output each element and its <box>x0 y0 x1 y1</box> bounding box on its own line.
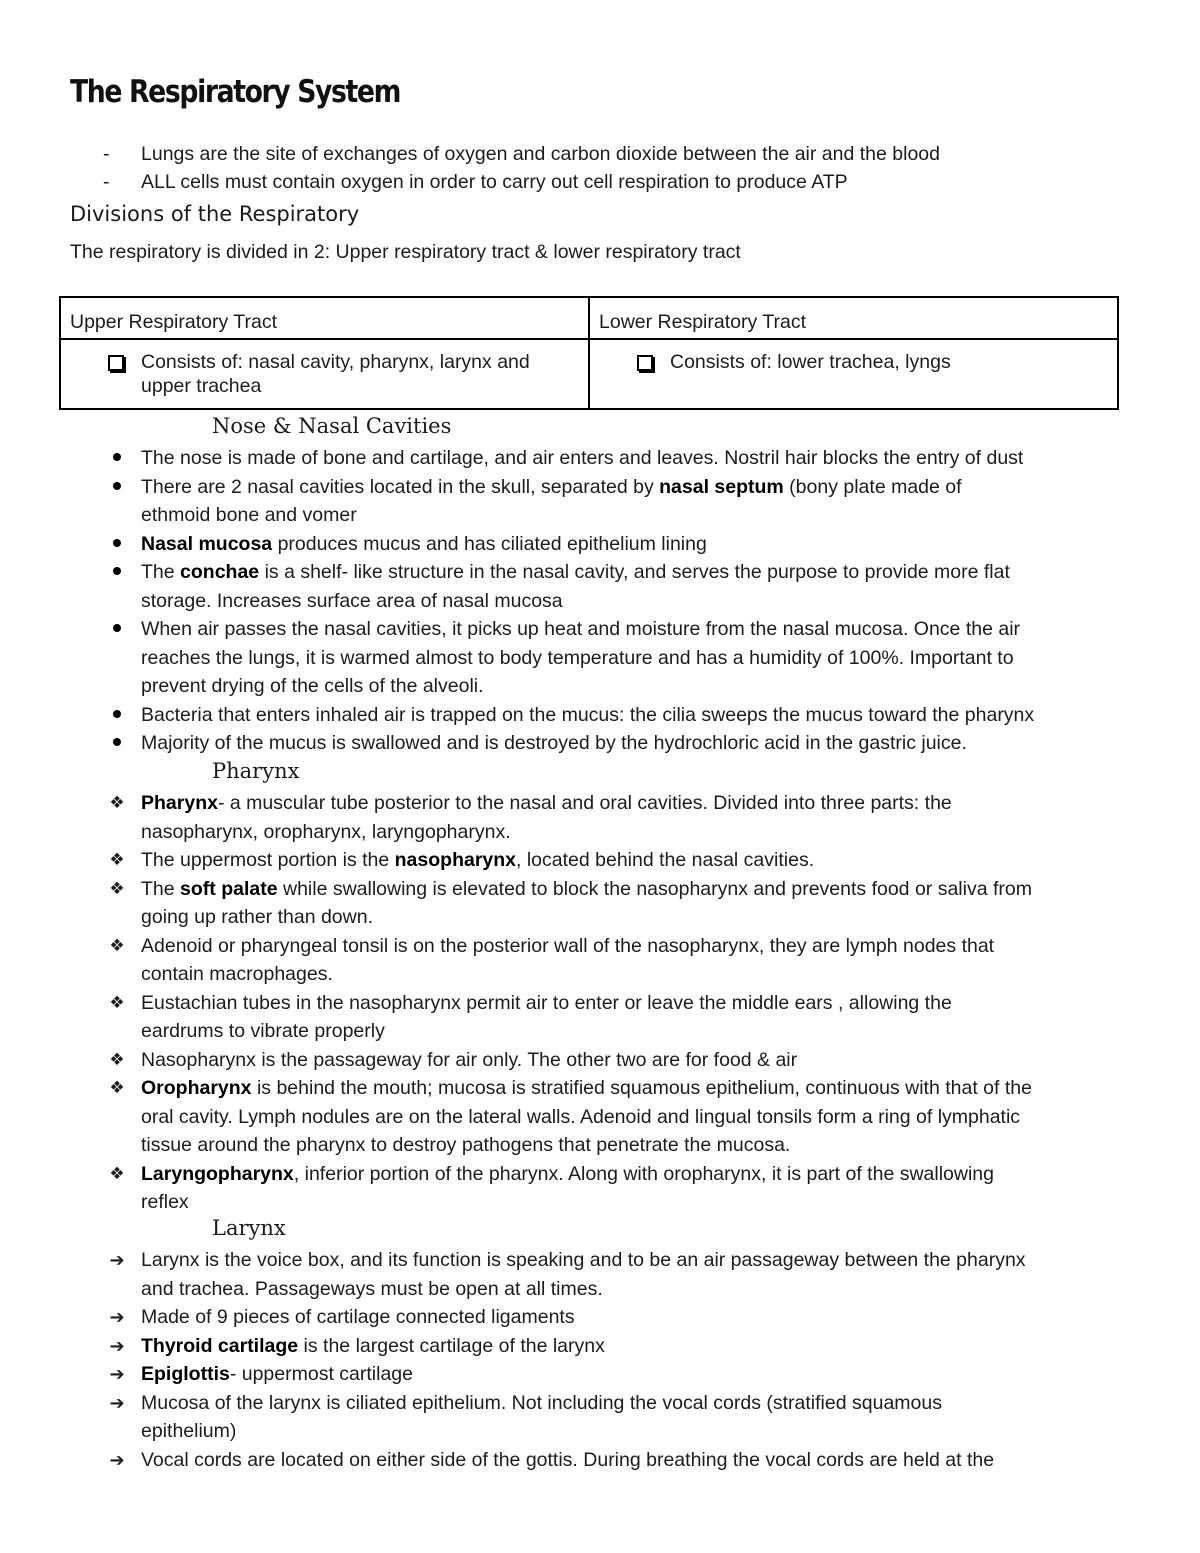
bullet-icon <box>113 539 121 547</box>
list-item: ❖ Adenoid or pharyngeal tonsil is on the posterior wall of the nasopharynx, they are lymph nodes that <box>70 932 1150 961</box>
list-item: ➔ Epiglottis- uppermost cartilage <box>70 1360 1150 1389</box>
diamond-icon: ❖ <box>109 1049 125 1069</box>
upper-tract-header: Upper Respiratory Tract <box>60 297 589 339</box>
nose-list <box>70 444 1150 758</box>
pharynx-list <box>70 789 1150 1217</box>
list-item: Nasal mucosa produces mucus and has ciliated epithelium lining <box>70 530 1150 559</box>
list-item-continuation: reflex <box>141 1191 189 1213</box>
intro-list <box>70 140 940 196</box>
list-item: ➔ Mucosa of the larynx is ciliated epithelium. Not including the vocal cords (stratified squamous <box>70 1389 1150 1418</box>
list-item: ➔ Vocal cords are located on either side of the gottis. During breathing the vocal cords are held at the <box>70 1446 1150 1475</box>
list-item: ❖ The uppermost portion is the nasopharynx, located behind the nasal cavities. <box>70 846 1150 875</box>
dash-marker: - <box>103 143 110 165</box>
list-item: Consists of: nasal cavity, pharynx, larynx and upper trachea <box>61 350 574 398</box>
list-item-continuation: oral cavity. Lymph nodules are on the lateral walls. Adenoid and lingual tonsils form a ring of lymphatic <box>141 1105 1021 1128</box>
upper-tract-cell <box>60 339 589 409</box>
divisions-heading: Divisions of the Respiratory <box>70 202 360 226</box>
list-item: Majority of the mucus is swallowed and is destroyed by the hydrochloric acid in the gastric juice. <box>70 729 1150 758</box>
lower-tract-header: Lower Respiratory Tract <box>589 297 1118 339</box>
list-item: When air passes the nasal cavities, it picks up heat and moisture from the nasal mucosa. Once the air <box>70 615 1150 644</box>
list-item-continuation: nasopharynx, oropharynx, laryngopharynx. <box>141 820 511 843</box>
list-item-continuation: reaches the lungs, it is warmed almost to body temperature and has a humidity of 100%. Important to <box>141 646 1014 669</box>
list-item: ➔ Made of 9 pieces of cartilage connected ligaments <box>70 1303 1150 1332</box>
larynx-heading: Larynx <box>212 1216 286 1240</box>
arrow-icon: ➔ <box>109 1364 125 1384</box>
list-item: ❖ The soft palate while swallowing is elevated to block the nasopharynx and prevents food or saliva from <box>70 875 1150 904</box>
diamond-icon: ❖ <box>109 850 125 869</box>
list-item: Bacteria that enters inhaled air is trapped on the mucus: the cilia sweeps the mucus toward the pharynx <box>70 701 1150 730</box>
list-item: ❖ Pharynx- a muscular tube posterior to the nasal and oral cavities. Divided into three parts: the <box>70 789 1150 818</box>
list-item-continuation: and trachea. Passageways must be open at all times. <box>141 1277 603 1300</box>
diamond-icon: ❖ <box>109 1078 125 1097</box>
diamond-icon: ❖ <box>109 1163 125 1183</box>
list-item-continuation: tissue around the pharynx to destroy pathogens that penetrate the mucosa. <box>141 1134 791 1156</box>
arrow-icon: ➔ <box>109 1250 125 1270</box>
list-item: ❖ Laryngopharynx, inferior portion of the pharynx. Along with oropharynx, it is part of the swallowing <box>70 1160 1150 1189</box>
list-item-continuation: storage. Increases surface area of nasal mucosa <box>141 589 563 612</box>
diamond-icon: ❖ <box>109 878 125 898</box>
bullet-icon <box>113 482 121 490</box>
page-title: The Respiratory System <box>70 74 401 110</box>
list-item: ❖ Eustachian tubes in the nasopharynx permit air to enter or leave the middle ears , allowing the <box>70 989 1150 1018</box>
list-item: Consists of: lower trachea, lyngs <box>590 350 1103 374</box>
list-item: ➔ Larynx is the voice box, and its function is speaking and to be an air passageway between the pharynx <box>70 1246 1150 1275</box>
checkbox-icon <box>108 355 124 371</box>
larynx-list <box>70 1246 1150 1474</box>
arrow-icon: ➔ <box>109 1307 125 1327</box>
list-item: ❖ Nasopharynx is the passageway for air only. The other two are for food & air <box>70 1046 1150 1075</box>
diamond-icon: ❖ <box>109 935 125 955</box>
bullet-icon <box>113 567 121 575</box>
list-item-continuation: eardrums to vibrate properly <box>141 1020 385 1042</box>
diamond-icon: ❖ <box>109 793 125 812</box>
list-item: ➔ Thyroid cartilage is the largest cartilage of the larynx <box>70 1332 1150 1361</box>
list-item: The conchae is a shelf- like structure in the nasal cavity, and serves the purpose to provide more flat <box>70 558 1150 587</box>
list-item-continuation: epithelium) <box>141 1420 237 1442</box>
arrow-icon: ➔ <box>109 1392 125 1413</box>
bullet-icon <box>113 738 121 746</box>
bullet-icon <box>113 624 121 632</box>
list-item-continuation: going up rather than down. <box>141 906 374 928</box>
pharynx-heading: Pharynx <box>212 759 300 783</box>
arrow-icon: ➔ <box>109 1335 125 1356</box>
nose-heading: Nose & Nasal Cavities <box>212 414 452 438</box>
tract-table <box>59 296 1119 410</box>
list-item: The nose is made of bone and cartilage, and air enters and leaves. Nostril hair blocks the entry of dust <box>70 444 1150 473</box>
list-item-continuation: contain macrophages. <box>141 963 333 985</box>
arrow-icon: ➔ <box>109 1449 125 1470</box>
divisions-text: The respiratory is divided in 2: Upper respiratory tract & lower respiratory tract <box>70 241 741 263</box>
list-item: - Lungs are the site of exchanges of oxygen and carbon dioxide between the air and the blood <box>70 140 940 168</box>
list-item: There are 2 nasal cavities located in the skull, separated by nasal septum (bony plate made of <box>70 473 1150 502</box>
lower-tract-cell <box>589 339 1118 409</box>
list-item-continuation: prevent drying of the cells of the alveoli. <box>141 675 484 697</box>
diamond-icon: ❖ <box>109 992 125 1012</box>
bullet-icon <box>113 453 121 461</box>
list-item: ❖ Oropharynx is behind the mouth; mucosa is stratified squamous epithelium, continuous with that of the <box>70 1074 1150 1103</box>
checkbox-icon <box>637 355 653 371</box>
bullet-icon <box>113 710 121 718</box>
list-item: - ALL cells must contain oxygen in order to carry out cell respiration to produce ATP <box>70 168 940 196</box>
dash-marker: - <box>103 171 110 193</box>
list-item-continuation: ethmoid bone and vomer <box>141 504 357 526</box>
